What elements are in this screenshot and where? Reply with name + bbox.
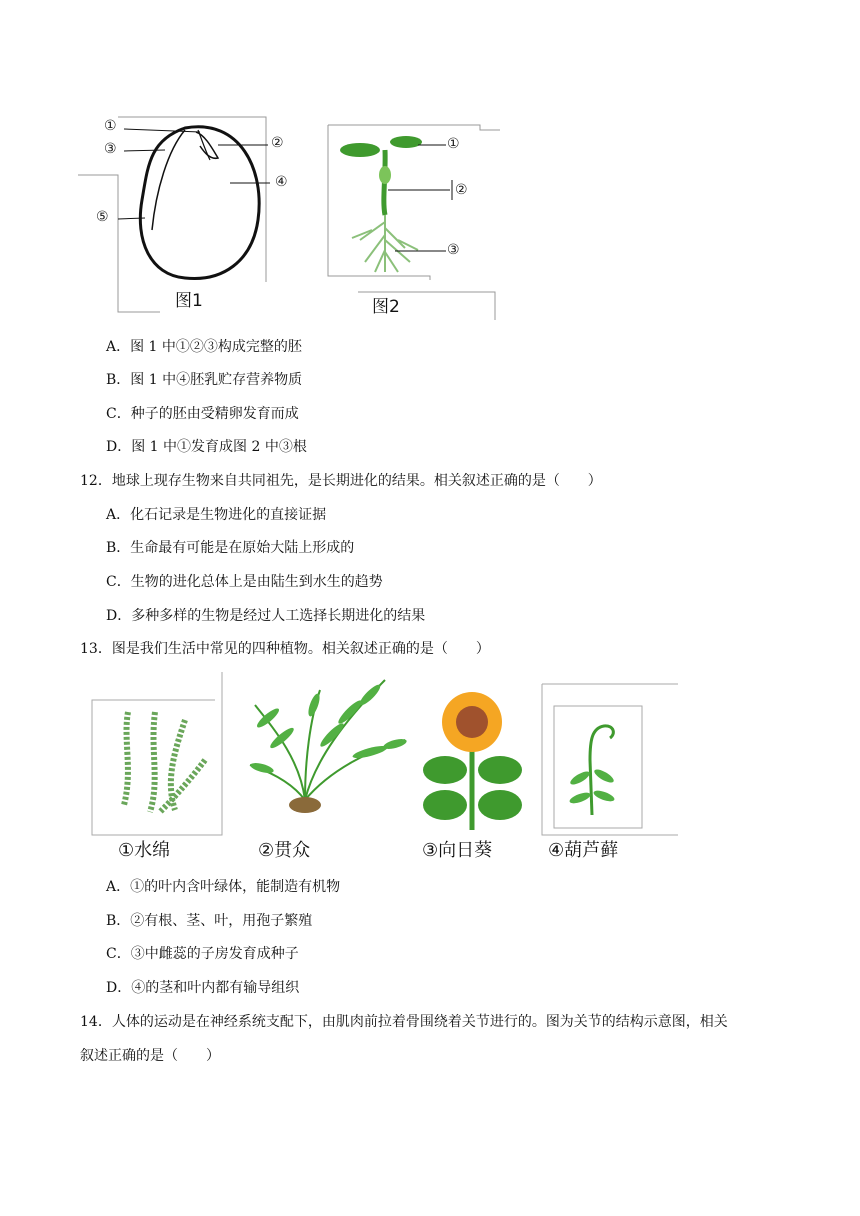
plant-label-moss: ④葫芦藓 (548, 840, 619, 861)
q13-option-c: C．③中雌蕊的子房发育成种子 (106, 946, 299, 962)
q11-option-d: D．图 1 中①发育成图 2 中③根 (106, 439, 307, 455)
fig1-label-5: ⑤ (96, 209, 109, 225)
q11-option-b: B．图 1 中④胚乳贮存营养物质 (106, 372, 303, 388)
fig1-caption: 图1 (175, 291, 203, 311)
plant-label-spirogyra: ①水绵 (118, 840, 171, 861)
plant-label-fern: ②贯众 (258, 840, 311, 861)
q11-option-a: A．图 1 中①②③构成完整的胚 (106, 339, 302, 355)
fig2-label-1: ① (447, 136, 460, 152)
q14-stem-line1: 14．人体的运动是在神经系统支配下，由肌肉前拉着骨围绕着关节进行的。图为关节的结构示意图，相关 (80, 1014, 728, 1030)
q12-option-d: D．多种多样的生物是经过人工选择长期进化的结果 (106, 608, 426, 624)
fig2-caption: 图2 (372, 297, 400, 317)
q12-option-c: C．生物的进化总体上是由陆生到水生的趋势 (106, 574, 383, 590)
fig1-label-1: ① (104, 118, 117, 134)
q13-option-b: B．②有根、茎、叶，用孢子繁殖 (106, 913, 313, 929)
fig1-label-2: ② (271, 135, 284, 151)
q12-stem: 12．地球上现存生物来自共同祖先，是长期进化的结果。相关叙述正确的是（ ） (80, 473, 602, 489)
q12-option-b: B．生命最有可能是在原始大陆上形成的 (106, 540, 355, 556)
q13-option-a: A．①的叶内含叶绿体，能制造有机物 (106, 879, 341, 895)
q13-stem: 13．图是我们生活中常见的四种植物。相关叙述正确的是（ ） (80, 641, 490, 657)
fig1-label-4: ④ (275, 174, 288, 190)
q13-option-d: D．④的茎和叶内都有输导组织 (106, 980, 300, 996)
fig2-label-2: ② (455, 182, 468, 198)
q11-option-c: C．种子的胚由受精卵发育而成 (106, 406, 299, 422)
fig2-label-3: ③ (447, 242, 460, 258)
q14-stem-line2: 叙述正确的是（ ） (80, 1048, 220, 1064)
fig1-label-3: ③ (104, 141, 117, 157)
plant-label-sunflower: ③向日葵 (422, 840, 493, 861)
q12-option-a: A．化石记录是生物进化的直接证据 (106, 507, 327, 523)
